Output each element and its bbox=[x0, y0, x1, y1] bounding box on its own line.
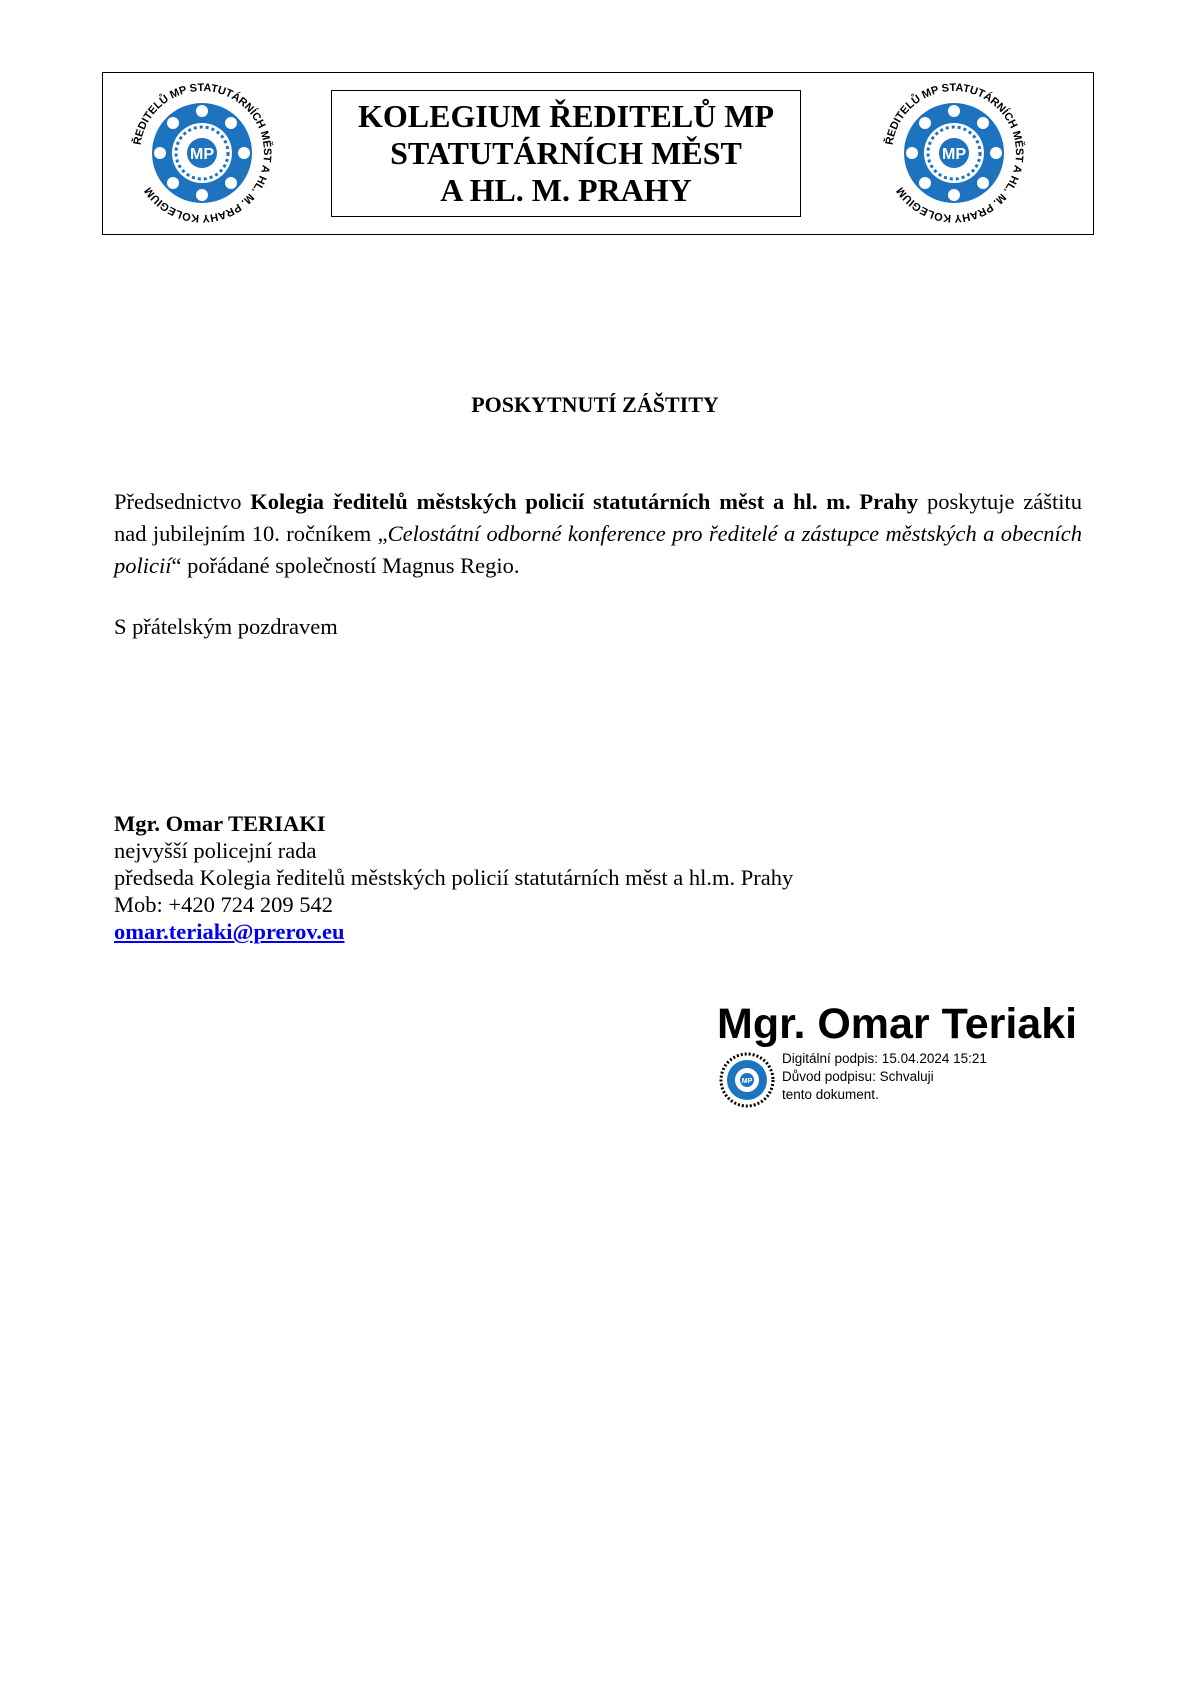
header-box bbox=[102, 72, 1094, 235]
document-title: POSKYTNUTÍ ZÁŠTITY bbox=[471, 392, 719, 417]
digital-signature-reason: Důvod podpisu: Schvaluji bbox=[782, 1069, 934, 1084]
digital-signature-name: Mgr. Omar Teriaki bbox=[717, 1000, 1078, 1048]
svg-text:MP: MP bbox=[942, 146, 966, 163]
header-title-line-3: A HL. M. PRAHY bbox=[440, 172, 692, 208]
signatory-role: předseda Kolegia ředitelů městských policií statutárních měst a hl.m. Prahy bbox=[114, 865, 794, 890]
digital-signature-details bbox=[782, 1050, 987, 1104]
svg-text:MP: MP bbox=[741, 1078, 753, 1085]
kolegium-seal-logo bbox=[122, 73, 282, 233]
digital-signature bbox=[717, 1000, 1097, 1110]
digital-signature-reason-cont: tento dokument. bbox=[782, 1087, 879, 1102]
header-title-box bbox=[331, 90, 801, 217]
svg-text:ŘEDITELŮ MP STATUTÁRNÍCH MĚST: ŘEDITELŮ MP STATUTÁRNÍCH MĚST A HL. M. PRAHY KOLEGIUM bbox=[131, 81, 274, 225]
body-text-italic-conference: Celostátní odborné konference pro ředitelé a zástupce městských a obecních policií bbox=[114, 521, 1082, 578]
header-title-line-2: STATUTÁRNÍCH MĚST bbox=[390, 135, 742, 171]
body-text-start: Předsednictvo bbox=[114, 489, 251, 514]
svg-text:ŘEDITELŮ MP STATUTÁRNÍCH MĚST: ŘEDITELŮ MP STATUTÁRNÍCH MĚST A HL. M. PRAHY KOLEGIUM bbox=[883, 81, 1026, 225]
signatory-rank: nejvyšší policejní rada bbox=[114, 838, 317, 863]
body-text-middle: poskytuje záštitu nad jubilejním 10. ročníkem „ bbox=[114, 489, 1082, 546]
svg-text:MP: MP bbox=[190, 146, 214, 163]
digital-signature-seal-icon bbox=[717, 1050, 777, 1110]
body-text-end: “ pořádané společností Magnus Regio. bbox=[171, 553, 520, 578]
signatory-name: Mgr. Omar TERIAKI bbox=[114, 811, 326, 836]
body-paragraph bbox=[114, 486, 1082, 582]
greeting: S přátelským pozdravem bbox=[114, 614, 338, 639]
body-text-bold-organization: Kolegia ředitelů městských policií statutárních měst a hl. m. Prahy bbox=[250, 489, 919, 514]
kolegium-seal-logo-right bbox=[874, 73, 1034, 233]
signatory-email-link[interactable]: omar.teriaki@prerov.eu bbox=[114, 919, 345, 944]
digital-signature-date: Digitální podpis: 15.04.2024 15:21 bbox=[782, 1051, 987, 1066]
signature-block bbox=[114, 810, 793, 945]
signatory-phone: Mob: +420 724 209 542 bbox=[114, 892, 333, 917]
header-title-line-1: KOLEGIUM ŘEDITELŮ MP bbox=[357, 98, 775, 134]
